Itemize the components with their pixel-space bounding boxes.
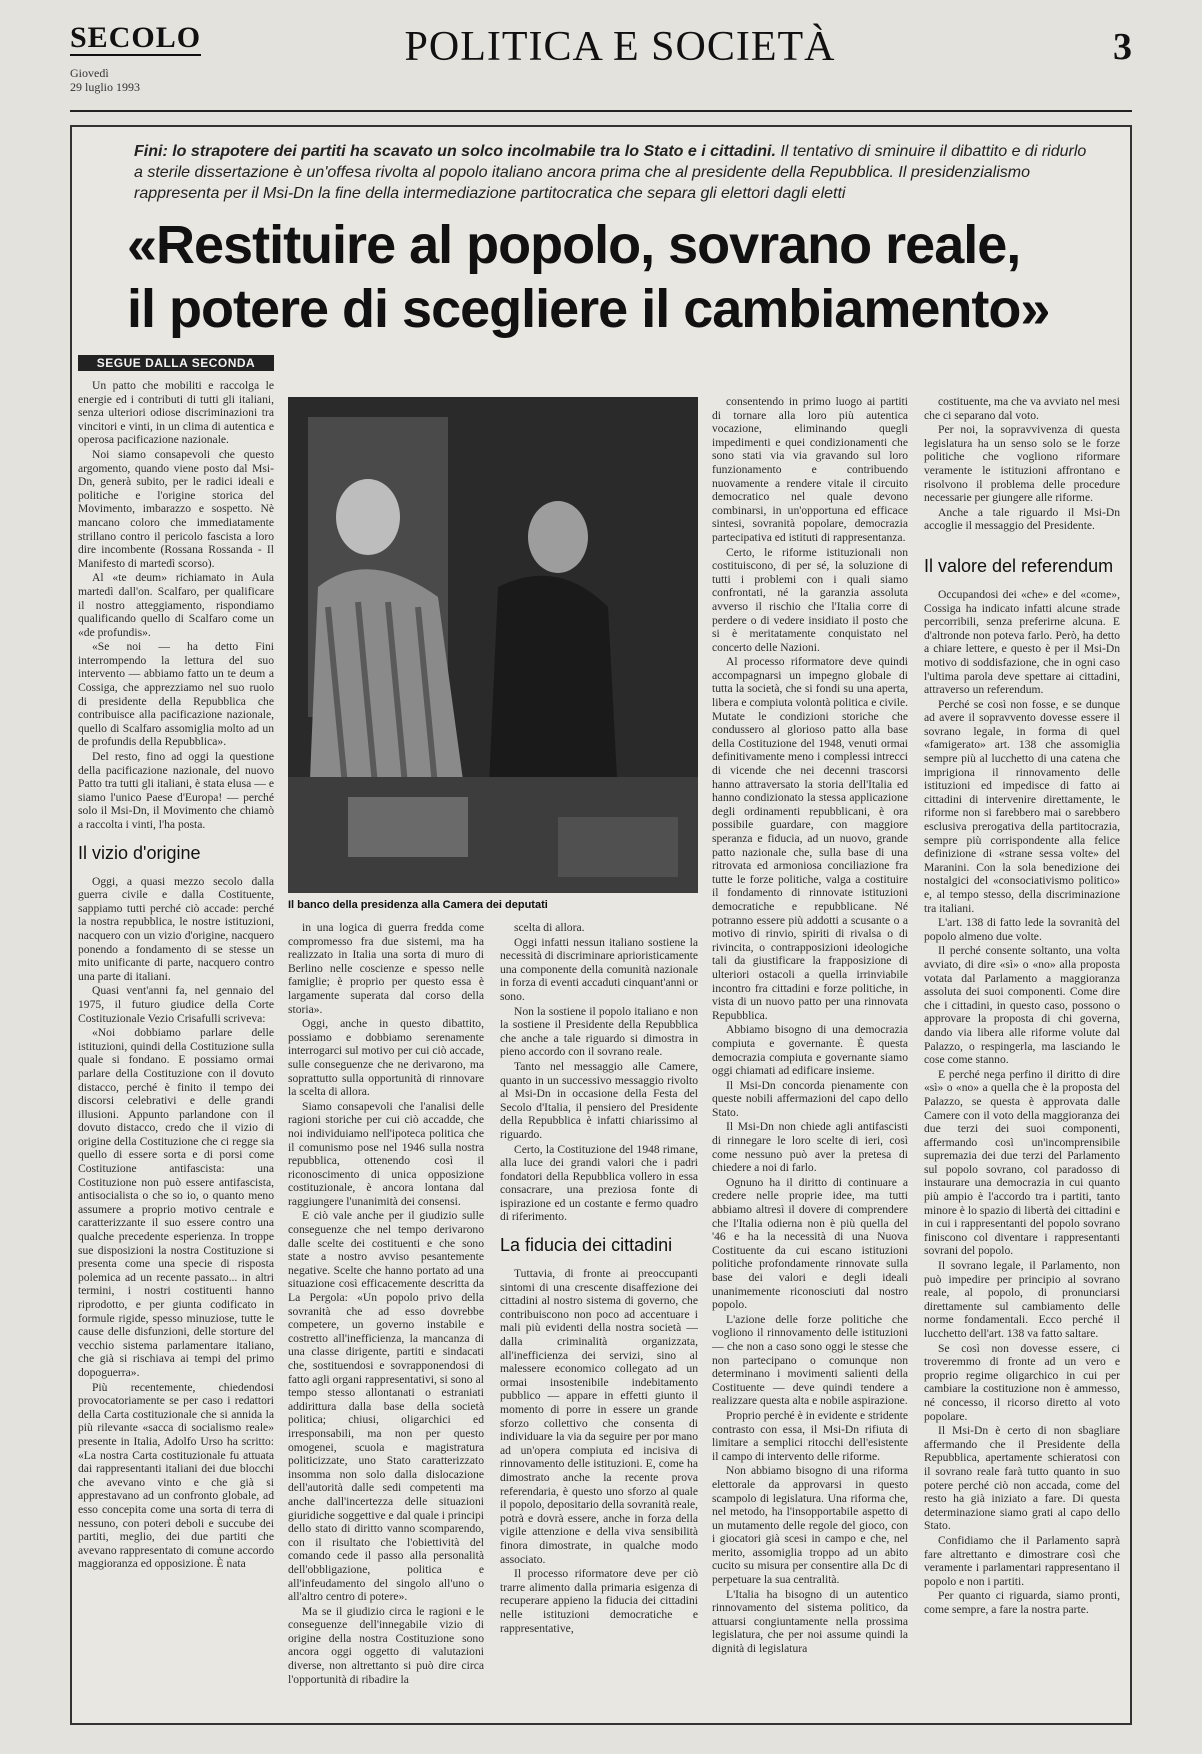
paragraph: Se così non dovesse essere, ci troveremmo di fronte ad un vero e proprio regime oligarchico in cui per cambiare la costituzione non è ammesso, né concesso, il ricorso diretto al voto popolare. (924, 1341, 1120, 1423)
issue-date (70, 66, 140, 94)
paragraph: Siamo consapevoli che l'analisi delle ragioni storiche per cui ciò accadde, che noi individuiamo nell'ipoteca politica che il comunismo pose nel 1946 sulla nostra repubblica, ottenendo così il riconoscimento di unica opposizione costituzionale, è ancora lontana dal raggiungere l'unanimità dei consensi. (288, 1099, 484, 1208)
paragraph: Il Msi-Dn non chiede agli antifascisti di rinnegare le loro scelte di ieri, così come nessuno può aver la pretesa di chiedere a noi di farlo. (712, 1120, 908, 1175)
paragraph: Tanto nel messaggio alle Camere, quanto in un successivo messaggio rivolto al Msi-Dn in occasione della Festa del Secolo d'Italia, il pensiero del Presidente della Repubblica è infatti chiarissimo al riguardo. (500, 1059, 698, 1141)
masthead (70, 18, 1132, 112)
col1-top-paragraphs (78, 379, 274, 832)
paragraph: Il sovrano legale, il Parlamento, non può impedire per principio al sovrano reale, al popolo, di pronunciarsi direttamente sul cambiamento delle norme fondamentali. Ecco perché il lucchetto dell'art. 138 va fatto saltare. (924, 1259, 1120, 1340)
paragraph: Occupandosi dei «che» e del «come», Cossiga ha indicato infatti alcune strade percorribili, senza preferirne alcuna. E d'altronde non poteva farlo. Però, ha detto a chiare lettere, e questo è per il Msi-Dn motivo di soddisfazione, che in ogni caso l'ultima parola deve spettare ai cittadini, attraverso un referendum. (924, 587, 1120, 697)
paragraph: Al «te deum» richiamato in Aula martedì dall'on. Scalfaro, per qualificare il nostro atteggiamento, rispondiamo qualificando quello di Scalfaro come un «de profundis». (78, 571, 274, 639)
paragraph: Del resto, fino ad oggi la questione della pacificazione nazionale, del nuovo Patto tra tutti gli italiani, è stata elusa — e siamo l'unico Paese d'Europa! — perché solo il Msi-Dn, il Movimento che chiamò a raccolta i vinti, l'ha posta. (78, 750, 274, 831)
paragraph: Tuttavia, di fronte ai preoccupanti sintomi di una crescente disaffezione dei cittadini al nostro sistema di governo, che contribuiscono non poco ad accentuare i mali più evidenti della nostra società — dalla criminalità organizzata, all'inefficienza dei servizi, sino al malessere economico collegato ad un ormai insostenibile indebitamento pubblico — appare in effetti giunto il momento di porre in essere un grande sforzo collettivo che consenta di individuare la via da seguire per por mano ad un'opera compiuta ed incisiva di rinnovamento delle istituzioni. E, come ha dimostrato anche la recente prova referendaria, è questo uno sforzo al quale il popolo, depositario della sovranità reale, potrà e dovrà essere, anche in forza della vigile attenzione e della viva sensibilità finora dimostrate, in qualche modo associato. (500, 1267, 698, 1566)
paragraph: L'art. 138 di fatto lede la sovranità del popolo almeno due volte. (924, 916, 1120, 943)
paragraph: Certo, le riforme istituzionali non costituiscono, di per sé, la soluzione di tutti i problemi con i quali siamo confrontati, né la garanzia assoluta avverso il rischio che l'Italia corre di perdere o di vedere insidiato il posto che si è meritatamente conquistato nel concerto delle Nazioni. (712, 545, 908, 654)
subhead-fiducia: La fiducia dei cittadini (500, 1235, 673, 1256)
paragraph: Il perché consente soltanto, una volta avviato, di dire «sì» o «no» alla proposta votata dal Parlamento a maggioranza assoluta dei suoi componenti. Come dire che i cittadini, in questo caso, possono o approvare la proposta di chi governa, dando via libera alle riforme volute dal Palazzo, o respingerla, ma lasciando le cose come stanno. (924, 944, 1120, 1067)
paragraph: Abbiamo bisogno di una democrazia compiuta e governante. È questa democrazia compiuta e governante siamo oggi chiamati ad edificare insieme. (712, 1023, 908, 1078)
kicker-lead: Fini: lo strapotere dei partiti ha scavato un solco incolmabile tra lo Stato e i cittadini. (134, 143, 776, 160)
paragraph: Per quanto ci riguarda, siamo pronti, come sempre, a fare la nostra parte. (924, 1589, 1120, 1616)
paragraph: L'azione delle forze politiche che vogliono il rinnovamento delle istituzioni — che non a caso sono oggi le stesse che non partecipano o comunque non determinano i movimenti salienti della Costituente — deve quindi tendere a realizzare questa alta e nobile aspirazione. (712, 1312, 908, 1408)
segue-label: SEGUE DALLA SECONDA (78, 355, 274, 371)
paragraph: Anche a tale riguardo il Msi-Dn accoglie il messaggio del Presidente. (924, 505, 1120, 533)
paragraph: Per noi, la sopravvivenza di questa legislatura ha un senso solo se le forze politiche che vogliono riformare veramente le istituzioni affrontano e risolvono il problema delle procedure necessarie per giungere alle riforme. (924, 423, 1120, 505)
paragraph: Al processo riformatore deve quindi accompagnarsi un impegno globale di tutta la società, che si fondi su una aperta, libera e compiuta volontà politica e civile. Mutate le condizioni storiche che condussero al glorioso patto alla base della Costituzione del 1948, venuti ormai definitivamente meno i complessi intrecci di vicende che nei decenni trascorsi hanno attraversato la storia dell'Italia ed hanno condizionato la stessa applicazione degli ordinamenti repubblicani, è ora possibile guardare, con maggiore speranza e fiducia, ad un nuovo, grande patto nazionale che, sulla base di una ritrovata ed armoniosa conciliazione fra tutte le forze politiche, valga a costituire il fondamento di rinnovate istituzioni democratiche e repubblicane. Né potranno essere più addotti a scusante o a motivo di rinvio, spiriti di rivalsa o di rivincita, o contrapposizioni ideologiche tali da giustificare la frapposizione di ulteriori ostacoli a quella irrinviabile incontro fra cittadini e forze politiche, in vista di un nuovo patto per una rinnovata Repubblica. (712, 655, 908, 1022)
col5-top-paragraphs (924, 395, 1120, 533)
paragraph: Ma se il giudizio circa le ragioni e le conseguenze dell'innegabile vizio di origine della nostra Costituzione sono ancora oggi oggetto di valutazioni diverse, non altrettanto si può dire circa l'opportunità di ribadire la (288, 1604, 484, 1686)
article-photo (288, 397, 698, 893)
text-column-2 (288, 921, 484, 1717)
paragraph: Il processo riformatore deve per ciò trarre alimento dalla primaria esigenza di recuperare appieno la fiducia dei cittadini nelle istituzioni democratiche e rappresentative, (500, 1567, 698, 1635)
article-frame (70, 125, 1132, 1725)
paragraph: scelta di allora. (514, 921, 585, 934)
col5-bottom-paragraphs (924, 588, 1120, 1617)
subhead-referendum: Il valore del referendum (924, 555, 1114, 576)
article-kicker (134, 141, 1094, 204)
col3-paragraphs (500, 921, 698, 1224)
text-column-3 (500, 921, 698, 1717)
paragraph: E ciò vale anche per il giudizio sulle conseguenze che nel tempo derivarono dalle scelte dei costituenti e che sono state a nostro avviso pesantemente negative. Scelte che hanno portato ad una situazione così efficacemente descritta da La Pergola: «Un popolo privo della sovranità che ad esso dovrebbe competere, un governo instabile e costretto all'inefficienza, la mancanza di una classe dirigente, partiti e sindacati che, sostituendosi e sovrapponendosi di fatto agli organi rappresentativi, si sono al tempo stesso allontanati o estraniati addirittura dalla base della società politica; chiusi, oligarchici ed irresponsabili, ma non per questo omogenei, scuola e magistratura politicizzate, uno Stato caratterizzato insomma non solo dalla dislocazione dell'autorità dalle sedi competenti ma anche dall'incertezza delle situazioni giuridiche soggettive e dal quale i principi dello stato di diritto vanno scomparendo, con il risultato che l'obiettività del comando cede il passo alla personalità dell'obbligazione, politica e all'infeudamento del singolo all'uno o all'altro centro di potere». (288, 1209, 484, 1604)
kicker-rest: Il tentativo di sminuire il dibattito e di ridurlo a sterile dissertazione è un'offesa rivolta al popolo italiano ancora prima che al presidente della Repubblica. Il presidenzialismo rappresenta per il Msi-Dn la fine della intermediazione partitocratica che separa gli elettori dagli eletti (134, 143, 1087, 202)
col1-bottom-paragraphs (78, 875, 274, 1571)
newspaper-logo: SECOLO (70, 21, 202, 54)
text-column-5 (924, 395, 1120, 1717)
paragraph: E perché nega perfino il diritto di dire «sì» o «no» a quella che è la proposta del Palazzo, se questa è approvata dalle Camere con il voto della maggioranza dei due terzi dei suoi componenti, affermando così un'incomprensibile supremazia dei due terzi del Parlamento sul popolo sovrano, col paradosso di instaurare una democrazia in cui quanto più ampio è l'accordo tra i partiti, tanto minore è lo spazio di libertà dei cittadini e in cui i rappresentanti del popolo sovrano finiscono col diventare i rappresentanti sovrani del popolo. (924, 1067, 1120, 1258)
subhead-vizio: Il vizio d'origine (78, 842, 201, 863)
paragraph: Non abbiamo bisogno di una riforma elettorale da approvarsi in questo scampolo di legislatura. Una riforma che, nel metodo, ha l'insopportabile aspetto di un mutamento delle regole del gioco, con i giocatori già scesi in campo e che, nel merito, assomiglia troppo ad un abito cucito su misura per consentire alla Dc di perpetuare la sua centralità. (712, 1464, 908, 1587)
page-number: 3 (1113, 26, 1132, 68)
paragraph: «Noi dobbiamo parlare delle istituzioni, quindi della Costituzione sulla quale si fondano. E possiamo ormai parlare della Costituzione con il dovuto distacco, perché è finito il tempo dei discorsi celebrativi e delle grandi illusioni. Appunto parlandone con il dovuto distacco, credo che il vizio di origine della Costituzione che ci regge sia quello di essere sorta e di porsi come Costituzione antifascista: una Costituzione non può essere antifascista, antisocialista o che so io, o quanto meno assumere a proprio motivo centrale e caratterizzante il suo essere contro una qualche precedente esperienza. In troppe sue disposizioni la nostra Costituzione si presenta come una specie di risposta polemica ad un recente passato... in altri termini, i nostri costituenti hanno riprodotto, e per giunta codificato in formule rigide, spesso minuziose, tutte le cause delle disfunzioni, delle storture del vecchio sistema parlamentare italiano, che già si rischiava ai tempi del primo dopoguerra». (78, 1026, 274, 1379)
paragraph: Noi siamo consapevoli che questo argomento, quando viene posto dal Msi-Dn, generà subito, per le radici ideali e politiche e l'origine storica del Movimento, imbarazzo e sospetto. Nè mancano coloro che immediatamente strillano contro il pericolo fascista a loro dire incombente (Rossana Rossanda - Il Manifesto di martedì scorso). (78, 447, 274, 570)
photo-caption: Il banco della presidenza alla Camera dei deputati (288, 899, 548, 911)
paragraph: Quasi vent'anni fa, nel gennaio del 1975, il futuro giudice della Corte Costituzionale Vezio Crisafulli scriveva: (78, 984, 274, 1025)
paragraph: «Se noi — ha detto Fini interrompendo la lettura del suo intervento — abbiamo fatto un te deum a Cossiga, che apprezziamo nel suo ruolo di presidente della Repubblica che contribuisce alla pacificazione nazionale, quello di Scalfaro assomiglia molto ad un de profundis della Repubblica». (78, 640, 274, 749)
paragraph: Il Msi-Dn è certo di non sbagliare affermando che il Presidente della Repubblica, apertamente schieratosi con il sovrano reale farà tutto quanto in suo potere perché ciò non accada, come del resto ha già iniziato a fare. Di questa determinazione siamo grati al capo dello Stato. (924, 1424, 1120, 1533)
paragraph: Oggi, anche in questo dibattito, possiamo e dobbiamo serenamente interrogarci sul motivo per cui ciò accade, sulle conseguenze che ne derivarono, ma soprattutto sulla opportunità di rinnovare la scelta di allora. (288, 1017, 484, 1099)
text-column-1 (78, 355, 274, 1717)
paragraph: in una logica di guerra fredda come compromesso fra due sistemi, ma ha realizzato in Italia una sorta di muro di Berlino nelle coscienze e spesso nelle famiglie; è proprio per questo essa è largamente superata dal corso della storia». (288, 921, 484, 1016)
photo-illustration (288, 397, 698, 893)
col3-after-paragraphs (500, 1267, 698, 1635)
paragraph: consentendo in primo luogo ai partiti di tornare alla loro più autentica vocazione, eliminando quegli impedimenti e quei condizionamenti che sono stati via via gravando sul loro funzionamento e contribuendo nuovamente a rendere vitale il circuito democratico nel quale devono combinarsi, in un'opportuna ed efficace sintesi, sovranità popolare, democrazia partecipativa ed istituti di rappresentanza. (712, 395, 908, 544)
paragraph: Il Msi-Dn concorda pienamente con queste nobili affermazioni del capo dello Stato. (712, 1078, 908, 1119)
headline-line-1: «Restituire al popolo, sovrano reale, (127, 215, 1021, 275)
paragraph: Certo, la Costituzione del 1948 rimane, alla luce dei grandi valori che i padri fondatori della Repubblica vollero in essa consacrare, una preziosa fonte di ispirazione ed un costante e fermo quadro di riferimento. (500, 1142, 698, 1224)
paragraph: Un patto che mobiliti e raccolga le energie ed i contributi di tutti gli italiani, senza ulteriori odiose discriminazioni tra vincitori e vinti, in un clima di autentica e operosa pacificazione nazionale. (78, 379, 274, 447)
paragraph: Oggi, a quasi mezzo secolo dalla guerra civile e dalla Costituente, sappiamo tutti perché ciò accade: perché la nostra repubblica, le nostre istituzioni, nacquero con un vizio d'origine, nacquero ponendo a fondamento di se stesse un mito unificante di parte, nacquero contro una parte di italiani. (78, 874, 274, 983)
issue-day: Giovedì (70, 66, 109, 80)
paragraph: Non la sostiene il popolo italiano e non la sostiene il Presidente della Repubblica che anche a tale riguardo si dimostra in pieno accordo con il sovrano reale. (500, 1004, 698, 1059)
paragraph: L'Italia ha bisogno di un autentico rinnovamento del sistema politico, da attuarsi congiuntamente nella prossima legislatura, che per noi assume quindi la dignità di legislatura (712, 1587, 908, 1656)
paragraph: Ognuno ha il diritto di continuare a credere nelle proprie idee, ma tutti abbiamo altresì il dovere di comprendere che l'Italia odierna non è più quella del '46 e ha la necessità di una Nuova Costituente da cui escano istituzioni politiche profondamente rinnovate sulla base dei valori e degli ideali unanimemente riconosciuti dal nostro popolo. (712, 1175, 908, 1312)
paragraph: Oggi infatti nessun italiano sostiene la necessità di discriminare aprioristicamente una componente della comunità nazionale in forza di eventi accaduti cinquant'anni or sono. (500, 935, 698, 1003)
article-headline (127, 213, 1117, 341)
col2-paragraphs (288, 921, 484, 1686)
paragraph: Proprio perché è in evidente e stridente contrasto con essa, il Msi-Dn rifiuta di limitare a semplici ritocchi dell'esistente il campo di intervento delle riforme. (712, 1408, 908, 1463)
section-title: POLITICA E SOCIETÀ (404, 24, 836, 70)
issue-date-text: 29 luglio 1993 (70, 80, 141, 94)
col4-paragraphs (712, 395, 908, 1656)
paragraph: Più recentemente, chiedendosi provocatoriamente se per caso i redattori della Carta costituzionale che si annida la più rilevante «sacca di socialismo reale» presente in Italia, Adolfo Urso ha scritto: «La nostra Carta costituzionale fu attuata dai rappresentanti italiani dei due blocchi che avevano vinto e che già si apprestavano ad un confronto globale, ad esso concepita come una sorta di terra di nessuno, con poteri deboli e succube dei partiti, meglio, dei due partiti che avevano rappresentato di comune accordo maggioranza ed opposizione. È nata (78, 1380, 274, 1571)
headline-line-2: il potere di scegliere il cambiamento» (127, 279, 1050, 339)
text-column-4 (712, 395, 908, 1717)
paragraph: costituente, ma che va avviato nel mesi che ci separano dal voto. (924, 395, 1120, 422)
paragraph: Perché se così non fosse, e se dunque ad avere il sopravvento dovesse essere il sovrano legale, in forma di quel «famigerato» art. 138 che assomiglia sempre più al lucchetto di una catena che imprigiona il rinnovamento delle istituzioni ed impedisce di fatto ai cittadini di intervenire direttamente, le riforme non si farebbero mai o sarebbero esclusiva prerogativa della partitocrazia, sempre più corrispondente alla felice definizione di «strane sessa volte» del Maranini. Con la sola benedizione dei nostalgici del «consociativismo politico» e, al tempo stesso, della discriminazione tra italiani. (924, 697, 1120, 915)
paragraph: Confidiamo che il Parlamento saprà fare altrettanto e dimostrare così che veramente i parlamentari rappresentano il popolo e non i partiti. (924, 1533, 1120, 1588)
